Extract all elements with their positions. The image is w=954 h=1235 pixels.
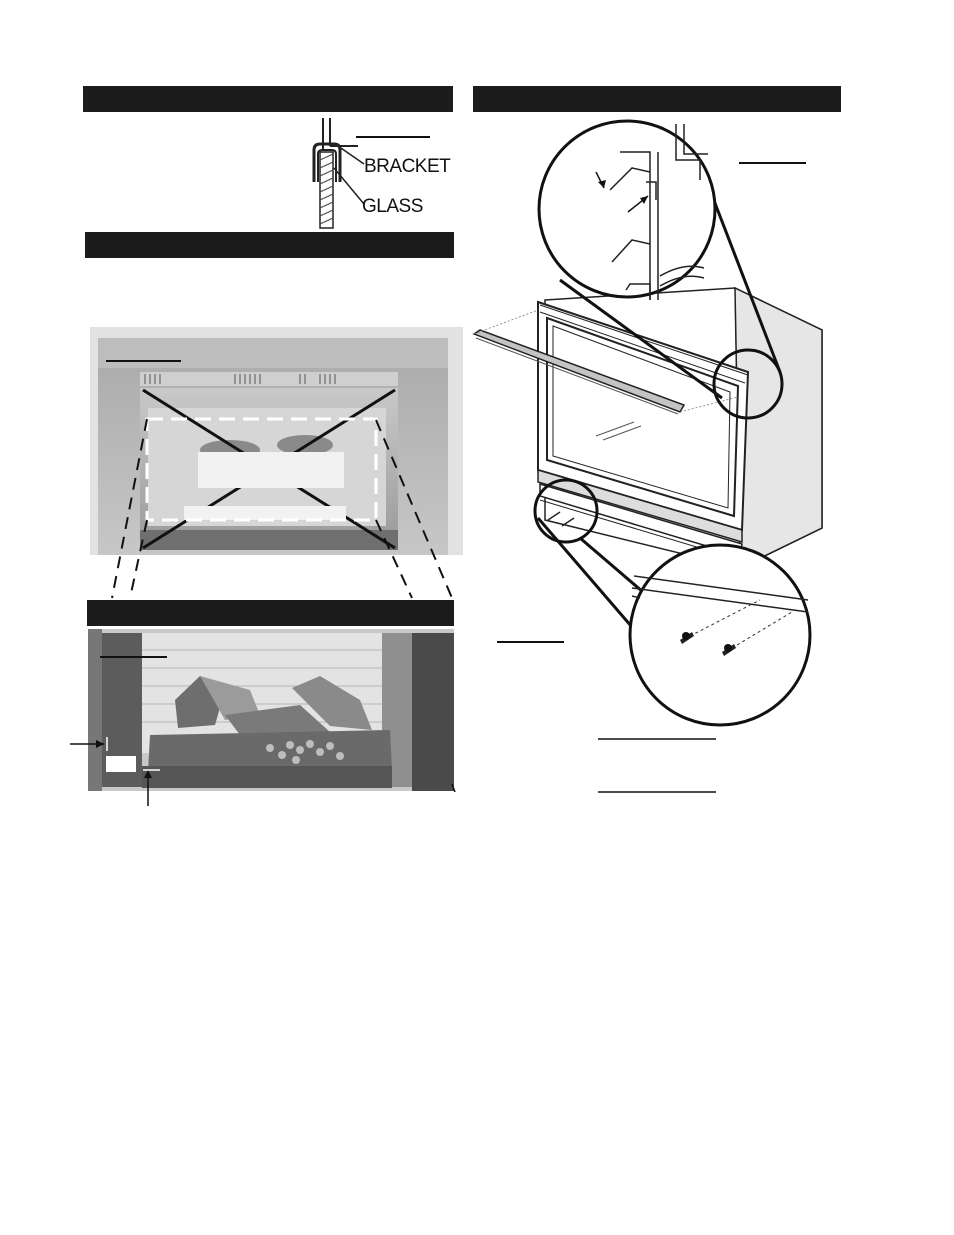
bracket-label: BRACKET xyxy=(364,156,451,177)
glass-label: GLASS xyxy=(362,196,423,217)
